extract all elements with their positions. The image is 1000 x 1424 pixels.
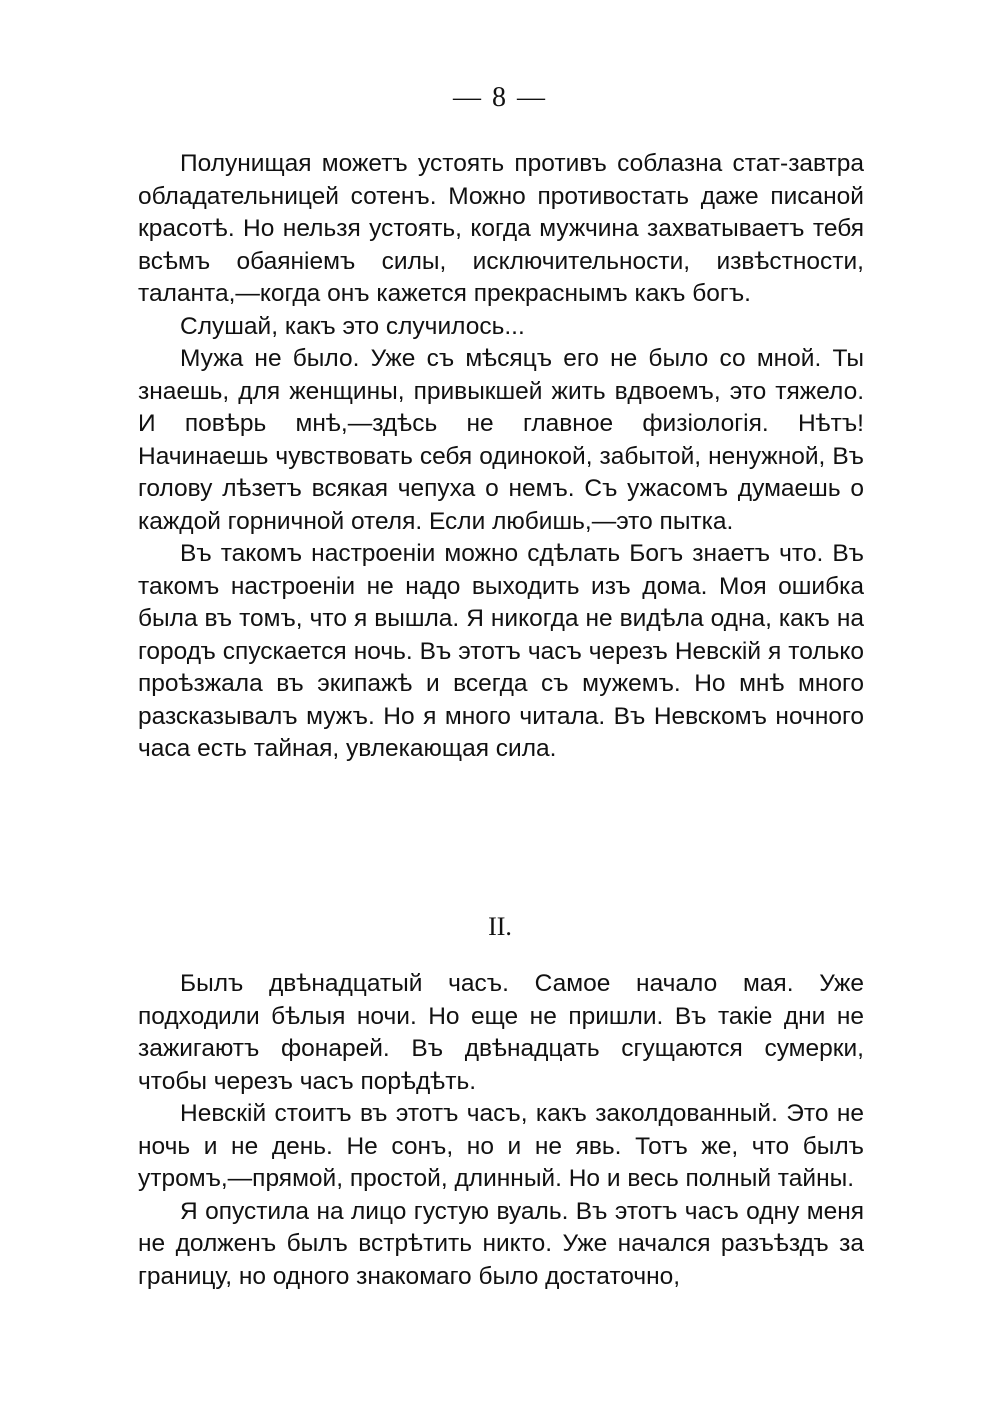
page-number: — 8 — xyxy=(453,82,547,113)
paragraph: Я опустила на лицо густую вуаль. Въ этотъ часъ одну меня не долженъ былъ встрѣтить никто. Уже начался разъѣздъ за границу, но одного знакомаго было достаточно, xyxy=(138,1197,864,1290)
paragraph: Полунищая можетъ устоять противъ соблазна стат-завтра обладательницей сотенъ. Можно противостать даже писаной красотѣ. Но нельзя устоять, когда мужчина захватываетъ тебя всѣмъ обаяніемъ силы, исключительности, извѣстности, таланта,—когда онъ кажется прекраснымъ какъ богъ. xyxy=(138,150,864,307)
section-two-text xyxy=(138,968,864,1293)
paragraph: Въ такомъ настроеніи можно сдѣлать Богъ знаетъ что. Въ такомъ настроеніи не надо выходить изъ дома. Моя ошибка была въ томъ, что я вышла. Я никогда не видѣла одна, какъ на городъ спускается ночь. Въ этотъ часъ черезъ Невскій я только проѣзжала въ экипажѣ и всегда съ мужемъ. Но мнѣ много разсказывалъ мужъ. Но я много читала. Въ Невскомъ ночного часа есть тайная, увлекающая сила. xyxy=(138,540,864,762)
paragraph: Мужа не было. Уже съ мѣсяцъ его не было со мной. Ты знаешь, для женщины, привыкшей жить вдвоемъ, это тяжело. И повѣрь мнѣ,—здѣсь не главное физіологія. Нѣтъ! Начинаешь чувствовать себя одинокой, забытой, ненужной, Въ голову лѣзетъ всякая чепуха о немъ. Съ ужасомъ думаешь о каждой горничной отеля. Если любишь,—это пытка. xyxy=(138,345,864,535)
section-heading: II. xyxy=(488,912,512,941)
paragraph: Слушай, какъ это случилось... xyxy=(180,312,525,340)
paragraph: Невскій стоитъ въ этотъ часъ, какъ заколдованный. Это не ночь и не день. Не сонъ, но и не явь. Тотъ же, что былъ утромъ,—прямой, простой, длинный. Но и весь полный тайны. xyxy=(138,1100,864,1192)
section-one-text xyxy=(138,148,864,766)
paragraph: Былъ двѣнадцатый часъ. Самое начало мая. Уже подходили бѣлыя ночи. Но еще не пришли. Въ такіе дни не зажигаютъ фонарей. Въ двѣнадцать сгущаются сумерки, чтобы черезъ часъ порѣдѣть. xyxy=(138,970,864,1095)
